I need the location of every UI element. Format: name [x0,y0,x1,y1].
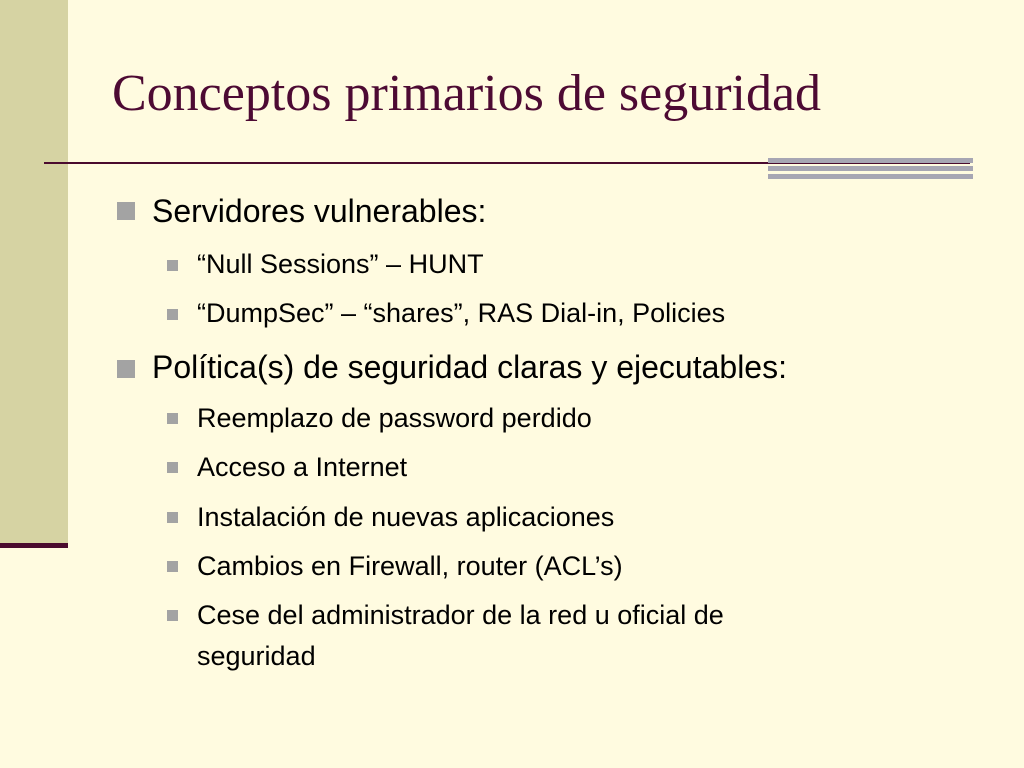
bullet-text: Política(s) de seguridad claras y ejecutables: [152,349,787,385]
square-bullet-icon [167,260,178,271]
square-bullet-icon [117,360,135,378]
sub-bullet-text: “Null Sessions” – HUNT [197,249,484,279]
sub-bullet-text: Instalación de nuevas aplicaciones [197,502,615,532]
square-bullet-icon [117,202,135,220]
square-bullet-icon [167,512,178,523]
sub-bullet-text: Acceso a Internet [197,452,408,482]
bullet-text: Servidores vulnerables: [152,193,487,229]
sub-bullet-text: “DumpSec” – “shares”, RAS Dial-in, Policies [197,298,726,328]
slide-title: Conceptos primarios de seguridad [112,65,822,122]
square-bullet-icon [167,309,178,320]
sub-bullet-text: Reemplazo de password perdido [197,403,592,433]
square-bullet-icon [167,610,178,621]
sub-bullet-text: seguridad [197,641,316,671]
square-bullet-icon [167,462,178,473]
square-bullet-icon [167,413,178,424]
square-bullet-icon [167,561,178,572]
sub-bullet-text: Cese del administrador de la red u oficial de [197,600,724,630]
sub-bullet-text: Cambios en Firewall, router (ACL’s) [197,551,623,581]
